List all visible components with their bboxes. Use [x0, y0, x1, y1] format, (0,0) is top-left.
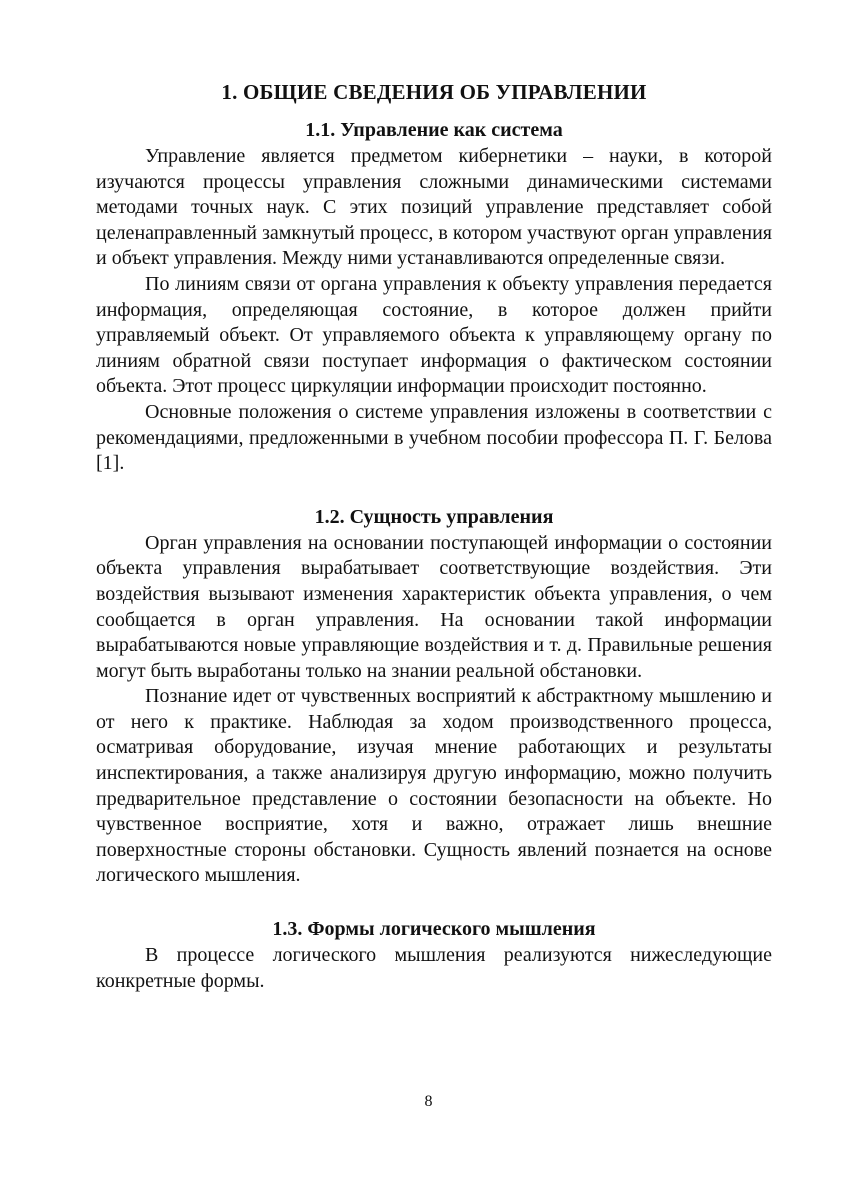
paragraph: Основные положения о системе управления изложены в соответствии с рекомендациями, предложенными в учебном пособии профессора П. Г. Белова [1]. — [96, 400, 772, 475]
paragraph: Орган управления на основании поступающей информации о состоянии объекта управления вырабатывает соответствующие воздействия. Эти воздействия вызывают изменения характеристик объекта управления, о чем сообщается в орган управления. На основании такой информации вырабатываются новые управляющие воздействия и т. д. Правильные решения могут быть выработаны только на знании реальной обстановки. — [96, 531, 772, 682]
chapter-title: 1. ОБЩИЕ СВЕДЕНИЯ ОБ УПРАВЛЕНИИ — [221, 80, 647, 104]
paragraph: По линиям связи от органа управления к объекту управления передается информация, определяющая состояние, в которое должен прийти управляемый объект. От управляемого объекта к управляющему органу по линиям обратной связи поступает информация о фактическом состоянии объекта. Этот процесс циркуляции информации происходит постоянно. — [96, 272, 772, 398]
section-1-3 — [96, 915, 772, 994]
section-title: 1.3. Формы логического мышления — [272, 918, 596, 941]
section-title: 1.2. Сущность управления — [314, 505, 554, 528]
paragraph: Познание идет от чувственных восприятий к абстрактному мышлению и от него к практике. Наблюдая за ходом производственного процесса, осматривая оборудование, изучая мнение работающих и результаты инспектирования, а также анализируя другую информацию, можно получить предварительное представление о состоянии безопасности на объекте. Но чувственное восприятие, хотя и важно, отражает лишь внешние поверхностные стороны обстановки. Сущность явлений познается на основе логического мышления. — [96, 685, 772, 887]
section-1-2 — [96, 503, 772, 889]
paragraph: Управление является предметом кибернетики – науки, в которой изучаются процессы управления сложными динамическими системами методами точных наук. С этих позиций управление представляет собой целенаправленный замкнутый процесс, в котором участвуют орган управления и объект управления. Между ними устанавливаются определенные связи. — [96, 145, 772, 270]
section-title: 1.1. Управление как система — [305, 119, 563, 141]
section-1-1 — [96, 116, 772, 477]
page-content — [96, 78, 772, 994]
page-number: 8 — [424, 1093, 433, 1110]
paragraph: В процессе логического мышления реализуются нижеследующие конкретные формы. — [96, 944, 772, 992]
